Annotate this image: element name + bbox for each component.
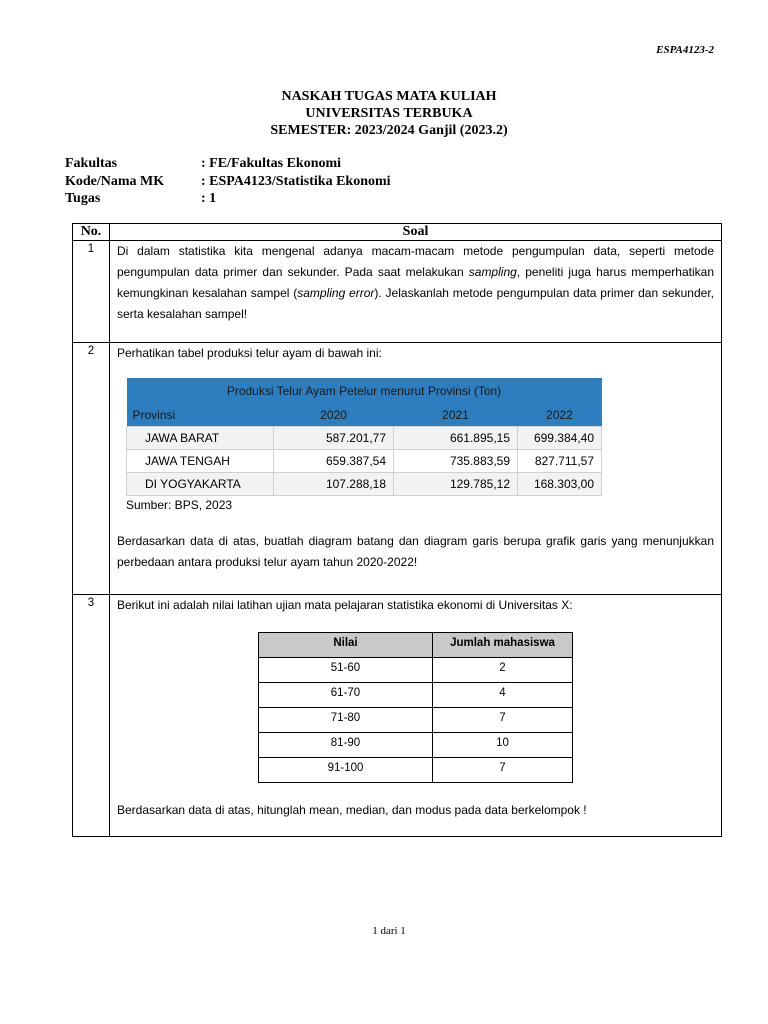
document-code: ESPA4123-2 <box>656 44 714 56</box>
meta-row-kode <box>65 173 391 191</box>
question-number: 3 <box>73 595 110 837</box>
question-3-intro: Berikut ini adalah nilai latihan ujian mata pelajaran statistika ekonomi di Universitas X: <box>117 598 573 612</box>
meta-row-tugas <box>65 190 391 208</box>
value-2021: 735.883,59 <box>394 450 518 473</box>
province-name: JAWA TENGAH <box>127 450 274 473</box>
student-count: 7 <box>433 758 573 783</box>
q1-italic-a: sampling <box>468 265 517 279</box>
question-2-intro: Perhatikan tabel produksi telur ayam di bawah ini: <box>117 346 382 360</box>
document-title <box>0 88 768 139</box>
table-row <box>259 708 573 733</box>
page-number: 1 dari 1 <box>372 925 406 937</box>
value-2021: 129.785,12 <box>394 473 518 496</box>
meta-label: Kode/Nama MK <box>65 173 165 189</box>
q1-text-a: Di dalam statistika kita mengenal adanya macam-macam metode pengumpulan data, seperti metode pengumpulan data primer dan sekunder. Pada saat melakukan <box>117 244 714 279</box>
meta-label: Tugas <box>65 191 101 206</box>
grade-range: 91-100 <box>259 758 433 783</box>
header-soal: Soal <box>110 224 722 241</box>
question-number: 2 <box>73 343 110 595</box>
grade-range: 81-90 <box>259 733 433 758</box>
col-header-nilai: Nilai <box>259 633 433 658</box>
student-count: 2 <box>433 658 573 683</box>
q1-text-b: , peneliti juga harus memperhatikan kemungkinan kesalahan sampel ( <box>117 265 715 300</box>
meta-row-fakultas <box>65 155 391 173</box>
table-row <box>259 733 573 758</box>
q1-italic-b: sampling error <box>297 286 375 300</box>
title-line-2: UNIVERSITAS TERBUKA <box>305 106 473 121</box>
egg-table-title-row <box>127 378 602 404</box>
egg-table-header-row <box>127 404 602 427</box>
value-2022: 168.303,00 <box>518 473 602 496</box>
meta-value: : FE/Fakultas Ekonomi <box>201 156 342 171</box>
table-row <box>259 658 573 683</box>
value-2020: 659.387,54 <box>274 450 394 473</box>
question-3-task: Berdasarkan data di atas, hitunglah mean, median, dan modus pada data berkelompok ! <box>117 803 587 817</box>
student-count: 10 <box>433 733 573 758</box>
meta-value: : 1 <box>201 191 217 206</box>
question-row-2 <box>73 343 722 595</box>
table-row <box>127 427 602 450</box>
col-header-provinsi: Provinsi <box>127 404 274 427</box>
grade-range: 51-60 <box>259 658 433 683</box>
table-row <box>127 473 602 496</box>
question-2-body <box>110 343 722 595</box>
title-line-1: NASKAH TUGAS MATA KULIAH <box>281 89 497 104</box>
province-name: DI YOGYAKARTA <box>127 473 274 496</box>
value-2020: 107.288,18 <box>274 473 394 496</box>
egg-production-table <box>126 378 602 496</box>
col-header-2021: 2021 <box>394 404 518 427</box>
question-number: 1 <box>73 241 110 343</box>
table-source: Sumber: BPS, 2023 <box>126 498 233 512</box>
question-2-task: Berdasarkan data di atas, buatlah diagram batang dan diagram garis berupa grafik garis yang menunjukkan perbedaan antara produksi telur ayam tahun 2020-2022! <box>117 534 714 569</box>
grade-range: 61-70 <box>259 683 433 708</box>
col-header-jumlah: Jumlah mahasiswa <box>433 633 573 658</box>
egg-table-title: Produksi Telur Ayam Petelur menurut Provinsi (Ton) <box>127 378 602 404</box>
value-2022: 699.384,40 <box>518 427 602 450</box>
header-no: No. <box>73 224 110 241</box>
table-row <box>127 450 602 473</box>
grades-header-row <box>259 633 573 658</box>
question-row-3 <box>73 595 722 837</box>
col-header-2020: 2020 <box>274 404 394 427</box>
grade-range: 71-80 <box>259 708 433 733</box>
table-row <box>259 683 573 708</box>
value-2021: 661.895,15 <box>394 427 518 450</box>
student-count: 4 <box>433 683 573 708</box>
province-name: JAWA BARAT <box>127 427 274 450</box>
value-2022: 827.711,57 <box>518 450 602 473</box>
question-row-1 <box>73 241 722 343</box>
student-count: 7 <box>433 708 573 733</box>
col-header-2022: 2022 <box>518 404 602 427</box>
question-3-body <box>110 595 722 837</box>
meta-label: Fakultas <box>65 156 118 171</box>
table-row <box>259 758 573 783</box>
q1-text-c: ). Jelaskanlah metode pengumpulan data primer dan sekunder, serta kesalahan sampel! <box>117 286 714 321</box>
course-info <box>65 155 391 208</box>
value-2020: 587.201,77 <box>274 427 394 450</box>
questions-table <box>72 223 722 837</box>
grades-table <box>258 632 573 783</box>
questions-header-row <box>73 224 722 241</box>
question-1-body <box>110 241 722 343</box>
title-line-3: SEMESTER: 2023/2024 Ganjil (2023.2) <box>270 123 508 138</box>
question-1-text <box>117 241 714 325</box>
meta-value: : ESPA4123/Statistika Ekonomi <box>201 173 391 189</box>
